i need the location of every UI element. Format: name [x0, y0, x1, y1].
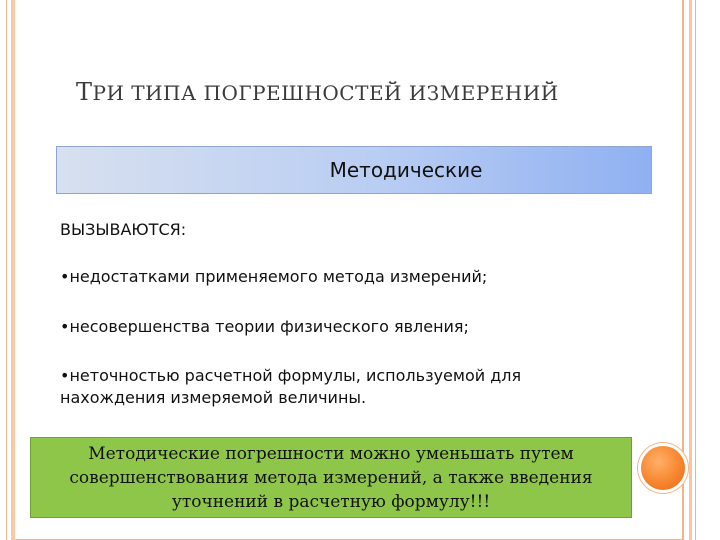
title-text: РИ ТИПА ПОГРЕШНОСТЕЙ ИЗМЕРЕНИЙ: [92, 81, 559, 105]
title-initial-letter: Т: [76, 78, 93, 106]
caused-by-label: ВЫЗЫВАЮТСЯ:: [60, 220, 187, 239]
right-frame-line: [695, 0, 696, 540]
method-type-box: [56, 146, 652, 194]
conclusion-note-text: Методические погрешности можно уменьшать путем совершенствования метода измерений, а также введения уточнений в расчетную формулу!!!: [69, 443, 593, 512]
slide-title: [76, 78, 559, 106]
bullet-item: •недостатками применяемого метода измерений;: [60, 267, 488, 286]
bullet-item: •несовершенства теории физического явления;: [60, 317, 469, 336]
left-frame-decoration: [0, 0, 15, 540]
bullet-item: •неточностью расчетной формулы, используемой для нахождения измеряемой величины.: [60, 366, 522, 407]
conclusion-note-box: [30, 437, 632, 518]
orange-circle-decoration: [641, 446, 685, 490]
right-frame-line: [689, 0, 692, 540]
method-type-label: Методические: [329, 158, 483, 182]
